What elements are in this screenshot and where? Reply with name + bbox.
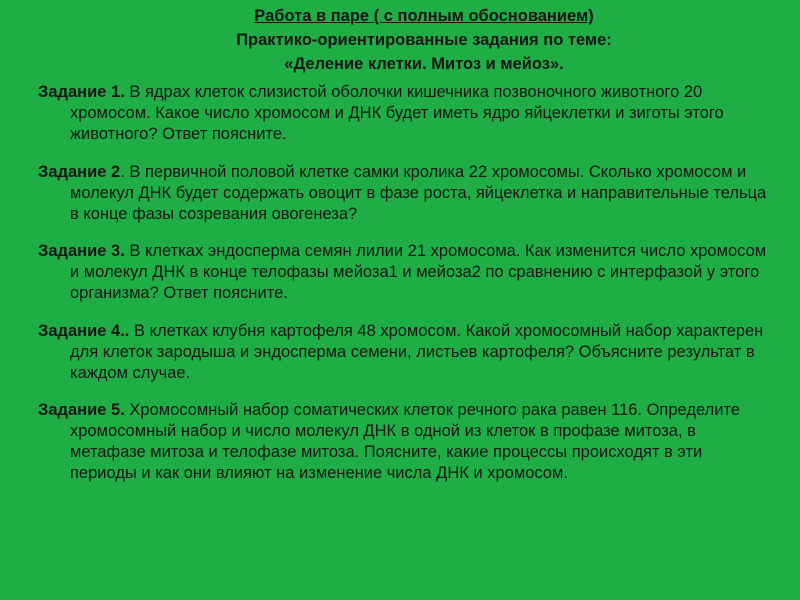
task-item-5 <box>38 400 770 484</box>
task-item-1 <box>38 82 770 145</box>
task-label: Задание 1. <box>38 83 125 101</box>
task-text: В клетках клубня картофеля 48 хромосом. Какой хромосомный набор характерен для клеток зародыша и эндосперма семени, листьев картофеля? Объясните результат в каждом случае. <box>70 321 764 382</box>
task-list <box>38 82 770 484</box>
task-label: Задание 2 <box>38 162 121 181</box>
task-item-2 <box>38 162 770 225</box>
slide-header <box>78 4 770 76</box>
task-item-4 <box>38 321 770 384</box>
task-text: В клетках эндосперма семян лилии 21 хромосома. Как изменится число хромосом и молекул ДНК в конце телофазы мейоза1 и мейоза2 по сравнению с интерфазой у этого организма? Ответ поясните. <box>70 242 767 302</box>
header-work-in-pairs: Работа в паре ( с полным обоснованием) <box>254 7 594 25</box>
task-text: Хромосомный набор соматических клеток речного рака равен 116. Определите хромосомный набор и число молекул ДНК в одной из клеток в профазе митоза, в метафазе митоза и телофазе митоза. Поясните, какие процессы происходят в эти периоды и как они влияют на изменение числа ДНК и хромосом. <box>70 401 741 482</box>
header-line-2: Практико-ориентированные задания по теме: <box>236 31 612 49</box>
task-label: Задание 4.. <box>38 321 130 340</box>
task-item-3 <box>38 241 770 304</box>
task-text: . В первичной половой клетке самки кролика 22 хромосомы. Сколько хромосом и молекул ДНК будет содержать овоцит в фазе роста, яйцеклетка и направительные тельца в конце фазы созревания овогенеза? <box>70 162 767 223</box>
task-label: Задание 5. <box>38 401 125 419</box>
header-topic-title: «Деление клетки. Митоз и мейоз». <box>284 55 564 73</box>
task-text: В ядрах клеток слизистой оболочки кишечника позвоночного животного 20 хромосом. Какое число хромосом и ДНК будет иметь ядро яйцеклетки и зиготы этого животного? Ответ поясните. <box>70 83 724 143</box>
header-line-1 <box>78 4 770 28</box>
task-label: Задание 3. <box>38 242 125 260</box>
